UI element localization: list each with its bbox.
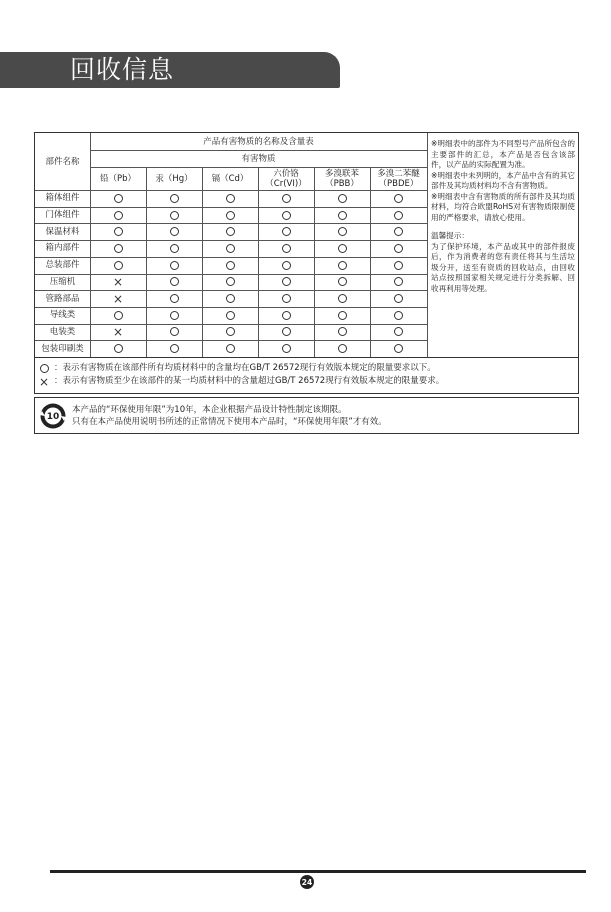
circle-icon bbox=[170, 227, 179, 236]
part-name: 门体组件 bbox=[45, 210, 80, 221]
compliant-mark bbox=[146, 290, 202, 307]
compliant-mark bbox=[370, 240, 427, 257]
circle-icon bbox=[114, 244, 123, 253]
circle-icon bbox=[226, 294, 235, 303]
compliant-mark bbox=[370, 340, 427, 357]
part-name: 压缩机 bbox=[49, 276, 76, 287]
compliant-mark bbox=[314, 257, 370, 274]
compliant-mark bbox=[314, 240, 370, 257]
compliant-mark bbox=[314, 324, 370, 341]
circle-icon bbox=[170, 294, 179, 303]
circle-icon bbox=[170, 261, 179, 270]
circle-icon bbox=[338, 311, 347, 320]
legend-cross-text: ：表示有害物质至少在该部件的某一均质材料中的含量超过GB/T 26572现行有效版本规定的限量要求。 bbox=[54, 376, 445, 386]
circle-icon bbox=[394, 261, 403, 270]
reminder-text: 为了保护环境，本产品或其中的部件报废后，作为消费者的您有责任将其与生活垃圾分开，送至有资质的回收站点，由回收站点按照国家相关规定进行分类拆解、回收再利用等处理。 bbox=[431, 241, 575, 293]
compliant-mark bbox=[90, 340, 146, 357]
efup-badge-number: 10 bbox=[46, 412, 60, 423]
compliant-mark bbox=[146, 340, 202, 357]
part-name: 保温材料 bbox=[45, 226, 80, 237]
grid-line bbox=[427, 133, 428, 357]
compliant-mark bbox=[370, 257, 427, 274]
circle-icon bbox=[394, 277, 403, 286]
efup-line-1: 本产品的“环保使用年限”为10年，本企业根据产品设计特性制定该期限。 bbox=[72, 405, 347, 415]
compliant-mark bbox=[90, 307, 146, 324]
circle-icon bbox=[170, 311, 179, 320]
compliant-mark bbox=[202, 324, 258, 341]
column-header: 六价铬 （Cr(VI)） bbox=[265, 168, 307, 189]
note-1: ※明细表中的部件为不同型号产品所包含的主要部件的汇总，本产品是否包含该部件，以产品的实际配置为准。 bbox=[431, 139, 575, 169]
column-header: 汞（Hg） bbox=[155, 173, 193, 184]
circle-icon bbox=[282, 327, 291, 336]
compliant-mark bbox=[258, 207, 314, 224]
compliant-mark bbox=[202, 257, 258, 274]
circle-icon bbox=[282, 277, 291, 286]
page-number: 24 bbox=[300, 875, 314, 889]
part-name: 管路部品 bbox=[45, 293, 80, 304]
circle-icon bbox=[170, 344, 179, 353]
cross-icon: × bbox=[112, 291, 124, 306]
compliant-mark bbox=[314, 274, 370, 291]
exceed-mark bbox=[90, 290, 146, 307]
circle-icon bbox=[170, 277, 179, 286]
compliant-mark bbox=[258, 307, 314, 324]
part-name: 箱体组件 bbox=[45, 193, 80, 204]
compliant-mark bbox=[146, 307, 202, 324]
note-3: ※明细表中含有害物质的所有部件及其均质材料，均符合欧盟RoHS对有害物质限制使用的严格要求，请放心使用。 bbox=[431, 191, 575, 222]
section-banner bbox=[0, 52, 340, 88]
circle-icon bbox=[282, 311, 291, 320]
compliant-mark bbox=[370, 190, 427, 207]
circle-icon bbox=[226, 244, 235, 253]
compliant-mark bbox=[90, 207, 146, 224]
circle-icon bbox=[226, 227, 235, 236]
compliant-mark bbox=[258, 274, 314, 291]
circle-icon bbox=[114, 211, 123, 220]
compliant-mark bbox=[202, 340, 258, 357]
compliant-mark bbox=[370, 307, 427, 324]
circle-icon bbox=[170, 244, 179, 253]
compliant-mark bbox=[370, 207, 427, 224]
compliant-mark bbox=[258, 240, 314, 257]
table-caption: 产品有害物质的名称及含量表 bbox=[203, 136, 314, 147]
footer-rule bbox=[50, 870, 586, 873]
compliant-mark bbox=[370, 324, 427, 341]
compliant-mark bbox=[314, 340, 370, 357]
circle-icon bbox=[338, 294, 347, 303]
substance-header: 有害物质 bbox=[241, 153, 276, 164]
circle-icon bbox=[338, 327, 347, 336]
circle-icon bbox=[394, 194, 403, 203]
note-2: ※明细表中未列明的，本产品中含有的其它部件及其均质材料均不含有害物质。 bbox=[431, 170, 575, 190]
circle-icon bbox=[226, 344, 235, 353]
compliant-mark bbox=[202, 240, 258, 257]
circle-icon bbox=[282, 344, 291, 353]
part-name: 箱内部件 bbox=[45, 243, 80, 254]
efup-badge-icon bbox=[39, 402, 67, 430]
compliant-mark bbox=[202, 190, 258, 207]
part-name-header: 部件名称 bbox=[45, 156, 80, 167]
circle-icon bbox=[282, 244, 291, 253]
circle-icon bbox=[338, 261, 347, 270]
circle-icon bbox=[40, 364, 49, 373]
compliant-mark bbox=[314, 223, 370, 240]
compliant-mark bbox=[90, 223, 146, 240]
cross-icon: × bbox=[38, 374, 50, 389]
column-header: 镉（Cd） bbox=[211, 173, 249, 184]
circle-icon bbox=[394, 294, 403, 303]
circle-icon bbox=[394, 327, 403, 336]
compliant-mark bbox=[314, 290, 370, 307]
circle-icon bbox=[282, 261, 291, 270]
circle-icon bbox=[114, 311, 123, 320]
compliant-mark bbox=[146, 207, 202, 224]
circle-icon bbox=[226, 327, 235, 336]
compliant-mark bbox=[258, 257, 314, 274]
compliant-mark bbox=[146, 190, 202, 207]
compliant-mark bbox=[370, 290, 427, 307]
compliant-mark bbox=[202, 307, 258, 324]
compliant-mark bbox=[202, 223, 258, 240]
column-header: 铅（Pb） bbox=[99, 173, 137, 184]
circle-icon bbox=[282, 227, 291, 236]
compliant-mark bbox=[258, 223, 314, 240]
part-name: 总装部件 bbox=[45, 260, 80, 271]
efup-line-2: 只有在本产品使用说明书所述的正常情况下使用本产品时，“环保使用年限”才有效。 bbox=[72, 417, 387, 427]
legend-circle-row bbox=[38, 362, 578, 375]
compliant-mark bbox=[202, 274, 258, 291]
circle-icon bbox=[226, 277, 235, 286]
column-header: 多溴联苯 （PBB） bbox=[324, 168, 359, 189]
compliant-mark bbox=[146, 274, 202, 291]
hazardous-substance-table bbox=[34, 132, 579, 358]
circle-icon bbox=[114, 227, 123, 236]
circle-icon bbox=[226, 194, 235, 203]
reminder-title: 温馨提示： bbox=[431, 231, 469, 240]
cross-icon: × bbox=[112, 324, 124, 339]
exceed-mark bbox=[90, 324, 146, 341]
compliant-mark bbox=[202, 290, 258, 307]
compliant-mark bbox=[146, 257, 202, 274]
circle-icon bbox=[114, 194, 123, 203]
circle-icon bbox=[338, 211, 347, 220]
efup-box bbox=[34, 397, 579, 434]
circle-icon bbox=[338, 244, 347, 253]
page-title: 回收信息 bbox=[70, 55, 175, 84]
part-name: 导线类 bbox=[49, 310, 76, 321]
grid-line bbox=[90, 150, 427, 151]
compliant-mark bbox=[370, 274, 427, 291]
circle-icon bbox=[282, 294, 291, 303]
circle-icon bbox=[394, 227, 403, 236]
compliant-mark bbox=[90, 257, 146, 274]
circle-icon bbox=[338, 277, 347, 286]
efup-text bbox=[72, 404, 387, 428]
compliant-mark bbox=[258, 190, 314, 207]
compliant-mark bbox=[202, 207, 258, 224]
compliant-mark bbox=[146, 223, 202, 240]
circle-icon bbox=[282, 194, 291, 203]
circle-icon bbox=[226, 261, 235, 270]
circle-icon bbox=[338, 344, 347, 353]
part-name: 包装印刷类 bbox=[41, 343, 84, 354]
compliant-mark bbox=[314, 207, 370, 224]
compliant-mark bbox=[314, 190, 370, 207]
compliant-mark bbox=[370, 223, 427, 240]
compliant-mark bbox=[146, 324, 202, 341]
circle-icon bbox=[394, 311, 403, 320]
legend-circle-text: ：表示有害物质在该部件所有均质材料中的含量均在GB/T 26572现行有效版本规定的限量要求以下。 bbox=[54, 363, 436, 373]
compliant-mark bbox=[146, 240, 202, 257]
legend-cross-row bbox=[38, 375, 578, 388]
circle-icon bbox=[394, 211, 403, 220]
part-name: 电装类 bbox=[49, 326, 76, 337]
circle-icon bbox=[170, 327, 179, 336]
compliant-mark bbox=[90, 190, 146, 207]
circle-icon bbox=[170, 194, 179, 203]
compliant-mark bbox=[258, 340, 314, 357]
compliant-mark bbox=[314, 307, 370, 324]
circle-icon bbox=[114, 261, 123, 270]
circle-icon bbox=[114, 344, 123, 353]
compliant-mark bbox=[90, 240, 146, 257]
column-header: 多溴二苯醚 （PBDE） bbox=[377, 168, 420, 189]
legend-box bbox=[34, 358, 579, 394]
exceed-mark bbox=[90, 274, 146, 291]
circle-icon bbox=[338, 194, 347, 203]
circle-icon bbox=[170, 211, 179, 220]
circle-icon bbox=[226, 311, 235, 320]
table-notes bbox=[431, 139, 575, 294]
circle-icon bbox=[282, 211, 291, 220]
cross-icon: × bbox=[112, 274, 124, 289]
circle-icon bbox=[394, 344, 403, 353]
compliant-mark bbox=[258, 290, 314, 307]
compliant-mark bbox=[258, 324, 314, 341]
circle-icon bbox=[226, 211, 235, 220]
circle-icon bbox=[338, 227, 347, 236]
circle-icon bbox=[394, 244, 403, 253]
